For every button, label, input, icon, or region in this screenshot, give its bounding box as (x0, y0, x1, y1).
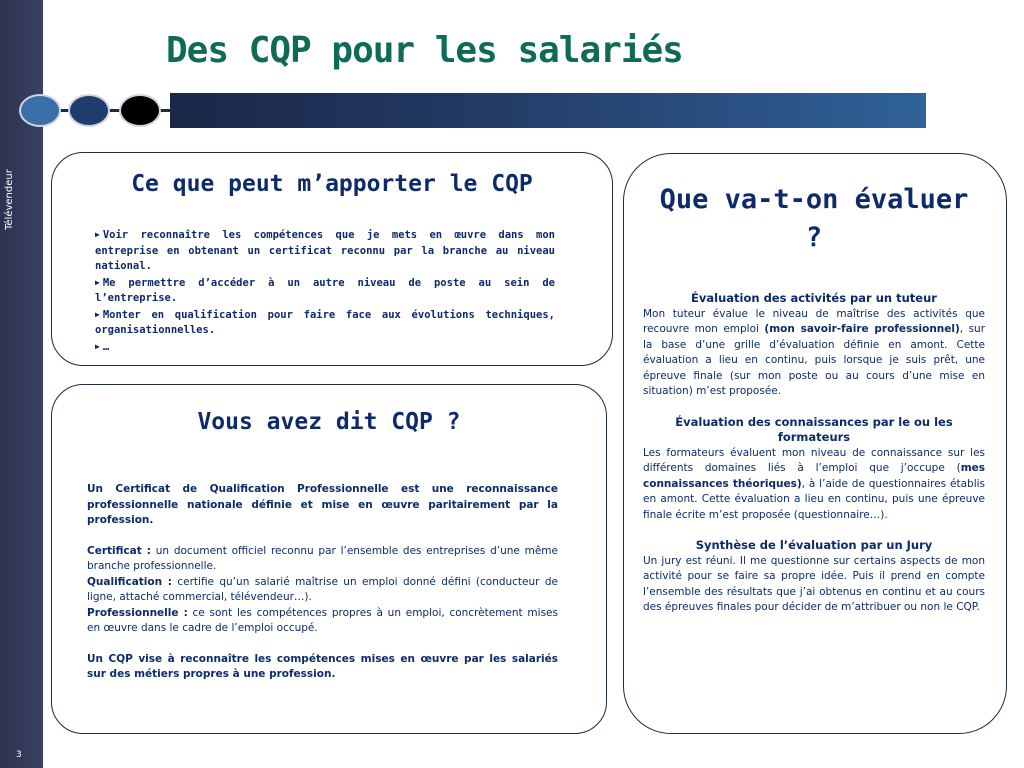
definition-conclusion: Un CQP vise à reconnaître les compétences mises en œuvre par les salariés sur des métiers propres à une profession. (87, 652, 558, 680)
section-text: Mon tuteur évalue le niveau de maîtrise des activités que recouvre mon emploi (mon savoir-faire professionnel), sur la base d’une grille d’évaluation définie en amont. Cette évaluation a lieu en continu, puis lorsque je suis prêt, une épreuve finale (sur mon poste ou au cours d’une mise en situation) m’est proposée. (643, 307, 986, 397)
section-text: Un jury est réuni. Il me questionne sur certains aspects de mon activité pour se faire sa propre idée. Puis il prend en compte l’ensemble des résultats que j’ai obtenus en continu et au cours des épreuves finales pour décider de m’attribuer ou non le CQP. (643, 554, 985, 613)
definition-panel (51, 384, 607, 734)
section-text: Les formateurs évaluent mon niveau de connaissance sur les différents domaines liés à l’emploi que j’occupe (mes connaissances théoriques), à l’aide de questionnaires établis en amont. Cette évaluation a lieu en continu, puis une épreuve finale écrite m’est proposée (questionnaire…). (643, 446, 986, 521)
definition-body (87, 482, 558, 683)
benefit-item: ▶ Voir reconnaître les compétences que je mets en œuvre dans mon entreprise en obtenant un certificat reconnu par la branche au niveau national. (95, 229, 555, 272)
benefit-item: ▶ Monter en qualification pour faire face aux évolutions techniques, organisationnelles. (95, 308, 555, 336)
evaluation-section-trainers (643, 415, 985, 524)
arrow-right-icon: ▶ (95, 277, 100, 287)
arrow-right-icon: ▶ (95, 309, 100, 319)
benefits-panel (51, 152, 613, 366)
evaluation-panel (623, 153, 1007, 734)
evaluation-body (643, 291, 985, 631)
decorative-dot-dark (119, 94, 161, 127)
section-heading: Synthèse de l’évaluation par un Jury (695, 538, 933, 552)
definition-qualification: Qualification : certifie qu’un salarié maîtrise un emploi donné défini (conducteur de ligne, attaché commercial, télévendeur…). (87, 575, 558, 603)
benefits-list (95, 227, 555, 355)
evaluation-title: Que va-t-on évaluer ? (659, 184, 969, 253)
section-heading: Évaluation des connaissances par le ou les formateurs (675, 414, 953, 444)
benefits-title: Ce que peut m’apporter le CQP (131, 171, 533, 197)
decorative-dot-light (19, 94, 61, 127)
sidebar-label: Télévendeur (4, 169, 15, 230)
definition-professionnelle: Professionnelle : ce sont les compétences propres à un emploi, concrètement mises en œuvre dans le cadre de l’emploi occupé. (87, 606, 558, 634)
definition-title: Vous avez dit CQP ? (197, 409, 461, 435)
arrow-right-icon: ▶ (95, 230, 100, 239)
page-number: 3 (16, 750, 22, 760)
evaluation-section-tutor (643, 291, 985, 400)
definition-certificat: Certificat : un document officiel reconnu par l’ensemble des entreprises d’une même branche professionnelle. (87, 544, 558, 572)
decorative-banner (170, 93, 926, 128)
evaluation-section-jury (643, 538, 985, 616)
arrow-right-icon: ▶ (95, 341, 100, 351)
decorative-dot-medium (68, 94, 110, 127)
benefit-item: ▶ … (95, 340, 110, 353)
definition-intro: Un Certificat de Qualification Professionnelle est une reconnaissance professionnelle nationale définie et mise en œuvre paritairement par la profession. (87, 483, 558, 526)
page-title: Des CQP pour les salariés (166, 30, 683, 71)
benefit-item: ▶ Me permettre d’accéder à un autre niveau de poste au sein de l’entreprise. (95, 276, 555, 304)
section-heading: Évaluation des activités par un tuteur (691, 291, 937, 305)
